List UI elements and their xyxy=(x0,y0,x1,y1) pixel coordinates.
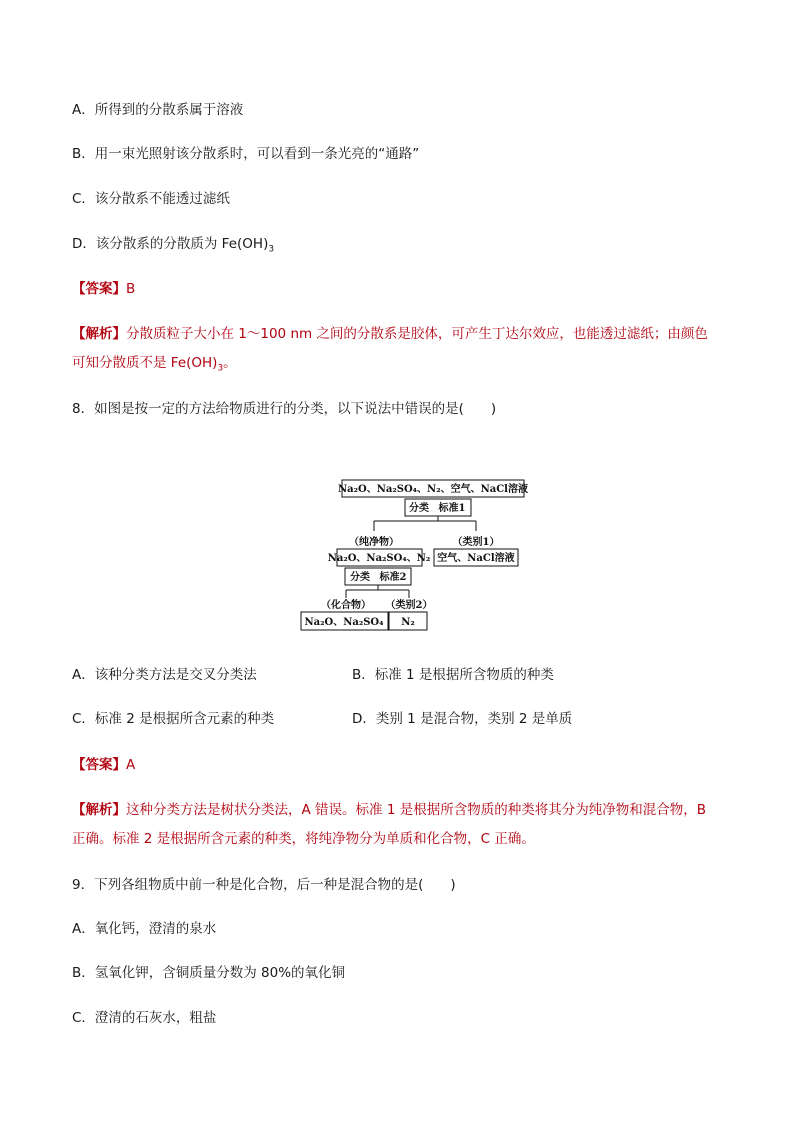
q7-analysis-text1: 分散质粒子大小在 1～100 nm 之间的分散系是胶体，可产生丁达尔效应，也能透过滤纸；由颜色 xyxy=(126,326,708,342)
q7-option-b: B．用一束光照射该分散系时，可以看到一条光亮的“通路” xyxy=(72,146,420,162)
q8-option-c: C．标准 2 是根据所含元素的种类 xyxy=(72,711,275,727)
q8-answer-value: A xyxy=(126,757,136,773)
diagram-right-label: （类别1） xyxy=(452,537,500,548)
q9-option-c: C．澄清的石灰水，粗盐 xyxy=(72,1010,217,1026)
diagram-ll-text: Na₂O、Na₂SO₄ xyxy=(304,617,384,628)
diagram-lr-text: N₂ xyxy=(401,617,415,628)
diagram-split2-a: 分类 xyxy=(350,572,370,583)
diagram-ll-label: （化合物） xyxy=(321,600,371,611)
q9-option-a: A．氧化钙，澄清的泉水 xyxy=(72,921,217,937)
diagram-split1-b: 标准1 xyxy=(438,503,466,514)
q8-analysis-line1 xyxy=(72,801,706,819)
q7-analysis-label: 【解析】 xyxy=(72,326,126,342)
q9-option-b: B．氢氧化钾，含铜质量分数为 80%的氧化铜 xyxy=(72,965,346,981)
q7-option-a: A．所得到的分散系属于溶液 xyxy=(72,102,244,118)
q7-option-d-subscript: 3 xyxy=(268,244,275,255)
q9-stem: 9．下列各组物质中前一种是化合物，后一种是混合物的是( ) xyxy=(72,877,456,893)
q7-option-d-text: D．该分散系的分散质为 Fe(OH) xyxy=(72,236,269,252)
q7-analysis-text2-end: 。 xyxy=(223,355,237,371)
q7-answer-value: B xyxy=(126,281,136,297)
q8-analysis-line2: 正确。标准 2 是根据所含元素的种类，将纯净物分为单质和化合物，C 正确。 xyxy=(72,831,535,847)
q8-option-b: B．标准 1 是根据所含物质的种类 xyxy=(352,667,554,683)
q8-answer-label: 【答案】 xyxy=(72,757,126,773)
q7-option-c: C．该分散系不能透过滤纸 xyxy=(72,191,230,207)
diagram-right-text: 空气、NaCl溶液 xyxy=(437,553,515,564)
q7-analysis-text2: 可知分散质不是 Fe(OH) xyxy=(72,355,218,371)
diagram-left-text: Na₂O、Na₂SO₄、N₂ xyxy=(327,553,431,564)
q8-stem: 8．如图是按一定的方法给物质进行的分类，以下说法中错误的是( ) xyxy=(72,401,497,417)
diagram-lr-label: （类别2） xyxy=(385,600,433,611)
diagram-top-text: Na₂O、Na₂SO₄、N₂、空气、NaCl溶液 xyxy=(338,484,528,495)
diagram-split1-a: 分类 xyxy=(409,503,429,514)
q8-option-a: A．该种分类方法是交叉分类法 xyxy=(72,667,257,683)
q7-answer-label: 【答案】 xyxy=(72,281,126,297)
q7-analysis-subscript: 3 xyxy=(217,363,224,374)
q8-answer xyxy=(72,756,135,774)
q8-option-d: D．类别 1 是混合物，类别 2 是单质 xyxy=(352,711,573,727)
q8-analysis-label: 【解析】 xyxy=(72,802,126,818)
diagram-split2-b: 标准2 xyxy=(379,572,407,583)
q8-analysis-text1: 这种分类方法是树状分类法，A 错误。标准 1 是根据所含物质的种类将其分为纯净物和混合物，B xyxy=(126,802,706,818)
diagram-left-label: （纯净物） xyxy=(349,537,399,548)
